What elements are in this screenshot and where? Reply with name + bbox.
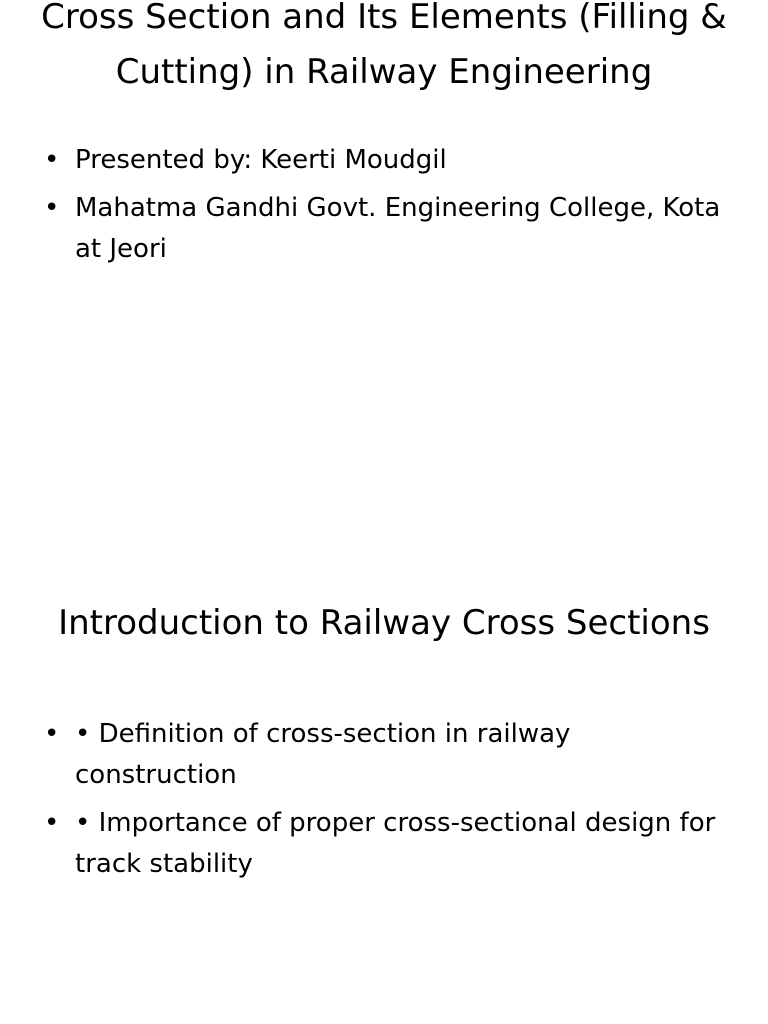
bullet-text: • Definition of cross-section in railway construction — [75, 719, 571, 790]
bullet-text: Presented by: Keerti Moudgil — [75, 145, 447, 175]
bullet-text: Mahatma Gandhi Govt. Engineering College, Kota at Jeori — [75, 193, 721, 264]
bullet-item — [40, 803, 730, 885]
bullet-item — [40, 188, 730, 270]
bullet-dot-icon: • — [44, 719, 60, 749]
bullet-item — [40, 140, 730, 181]
slide-2 — [0, 576, 768, 1024]
bullet-text: • Importance of proper cross-sectional design for track stability — [75, 808, 716, 879]
bullet-dot-icon: • — [44, 193, 60, 223]
bullet-dot-icon: • — [44, 808, 60, 838]
slide-2-title: Introduction to Railway Cross Sections — [58, 603, 710, 643]
slide-1-title: Cross Section and Its Elements (Filling & Cutting) in Railway Engineering — [41, 0, 727, 92]
bullet-dot-icon: • — [44, 145, 60, 175]
bullet-item — [40, 714, 730, 796]
slide-2-bullet-list — [40, 714, 730, 892]
slide-1-bullet-list — [40, 140, 730, 277]
